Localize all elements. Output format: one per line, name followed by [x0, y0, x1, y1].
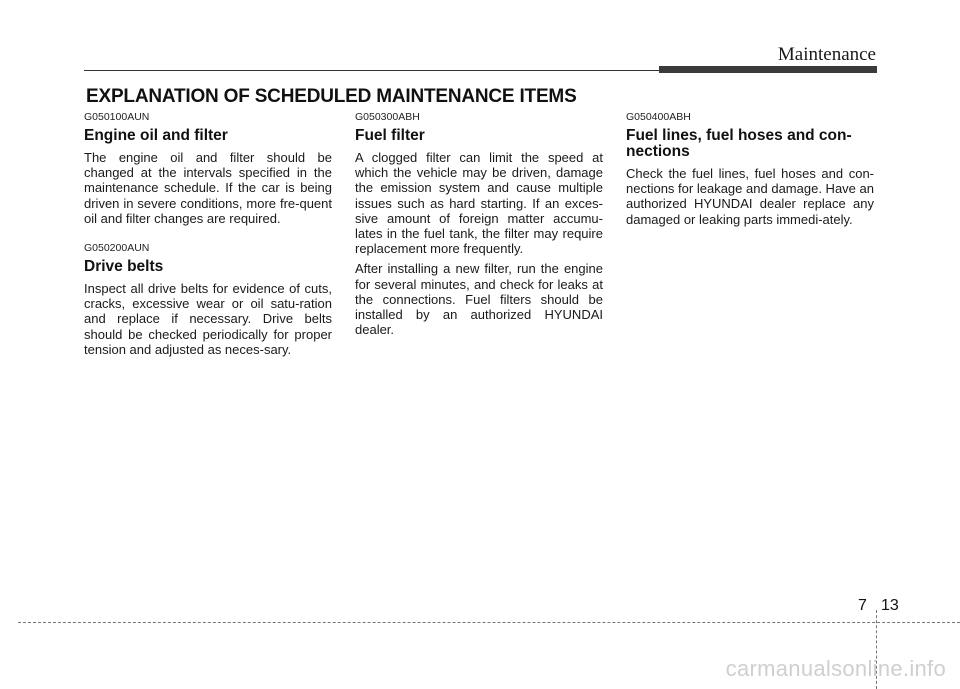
item-code: G050200AUN	[84, 242, 150, 255]
item-code: G050400ABH	[626, 111, 691, 123]
chapter-number: 7	[858, 597, 867, 614]
item-engine-oil	[84, 111, 332, 226]
watermark: carmanualsonline.info	[725, 656, 946, 681]
column-3	[626, 111, 874, 243]
section-title: EXPLANATION OF SCHEDULED MAINTENANCE ITEMS	[86, 86, 577, 107]
page-number: 13	[881, 597, 899, 614]
item-drive-belts	[84, 242, 332, 357]
item-heading: Fuel lines, fuel hoses and con-nections	[626, 127, 852, 160]
running-header: Maintenance	[777, 44, 876, 65]
item-heading: Fuel filter	[355, 127, 425, 144]
item-paragraph: The engine oil and filter should be changed at the intervals specified in the maintenance schedule. If the car is being driven in severe conditions, more fre-quent oil and filter changes are required.	[84, 150, 332, 226]
item-code: G050100AUN	[84, 111, 150, 123]
column-2	[355, 111, 603, 353]
item-paragraph: After installing a new filter, run the engine for several minutes, and check for leaks at the connections. Fuel filters should be installed by an authorized HYUNDAI dealer.	[355, 261, 603, 338]
item-code: G050300ABH	[355, 111, 420, 123]
header-rule	[84, 70, 659, 71]
footer-rule	[18, 622, 960, 623]
item-paragraph: Inspect all drive belts for evidence of cuts, cracks, excessive wear or oil satu-ration and replace if necessary. Drive belts should be checked periodically for proper tension and adjusted as neces-sary.	[84, 281, 332, 357]
item-heading: Drive belts	[84, 258, 164, 276]
item-paragraph: A clogged filter can limit the speed at which the vehicle may be driven, damage the emission system and cause multiple issues such as hard starting. If an exces-sive amount of foreign matter accumu-lates in the fuel tank, the filter may require replacement more frequently.	[355, 150, 603, 257]
item-heading: Engine oil and filter	[84, 127, 228, 144]
item-fuel-filter	[355, 111, 603, 337]
item-fuel-lines	[626, 111, 874, 227]
column-1	[84, 111, 332, 373]
header-bar	[659, 66, 877, 73]
item-paragraph: Check the fuel lines, fuel hoses and con-nections for leakage and damage. Have an authorized HYUNDAI dealer replace any damaged or leaking parts immedi-ately.	[626, 166, 874, 227]
